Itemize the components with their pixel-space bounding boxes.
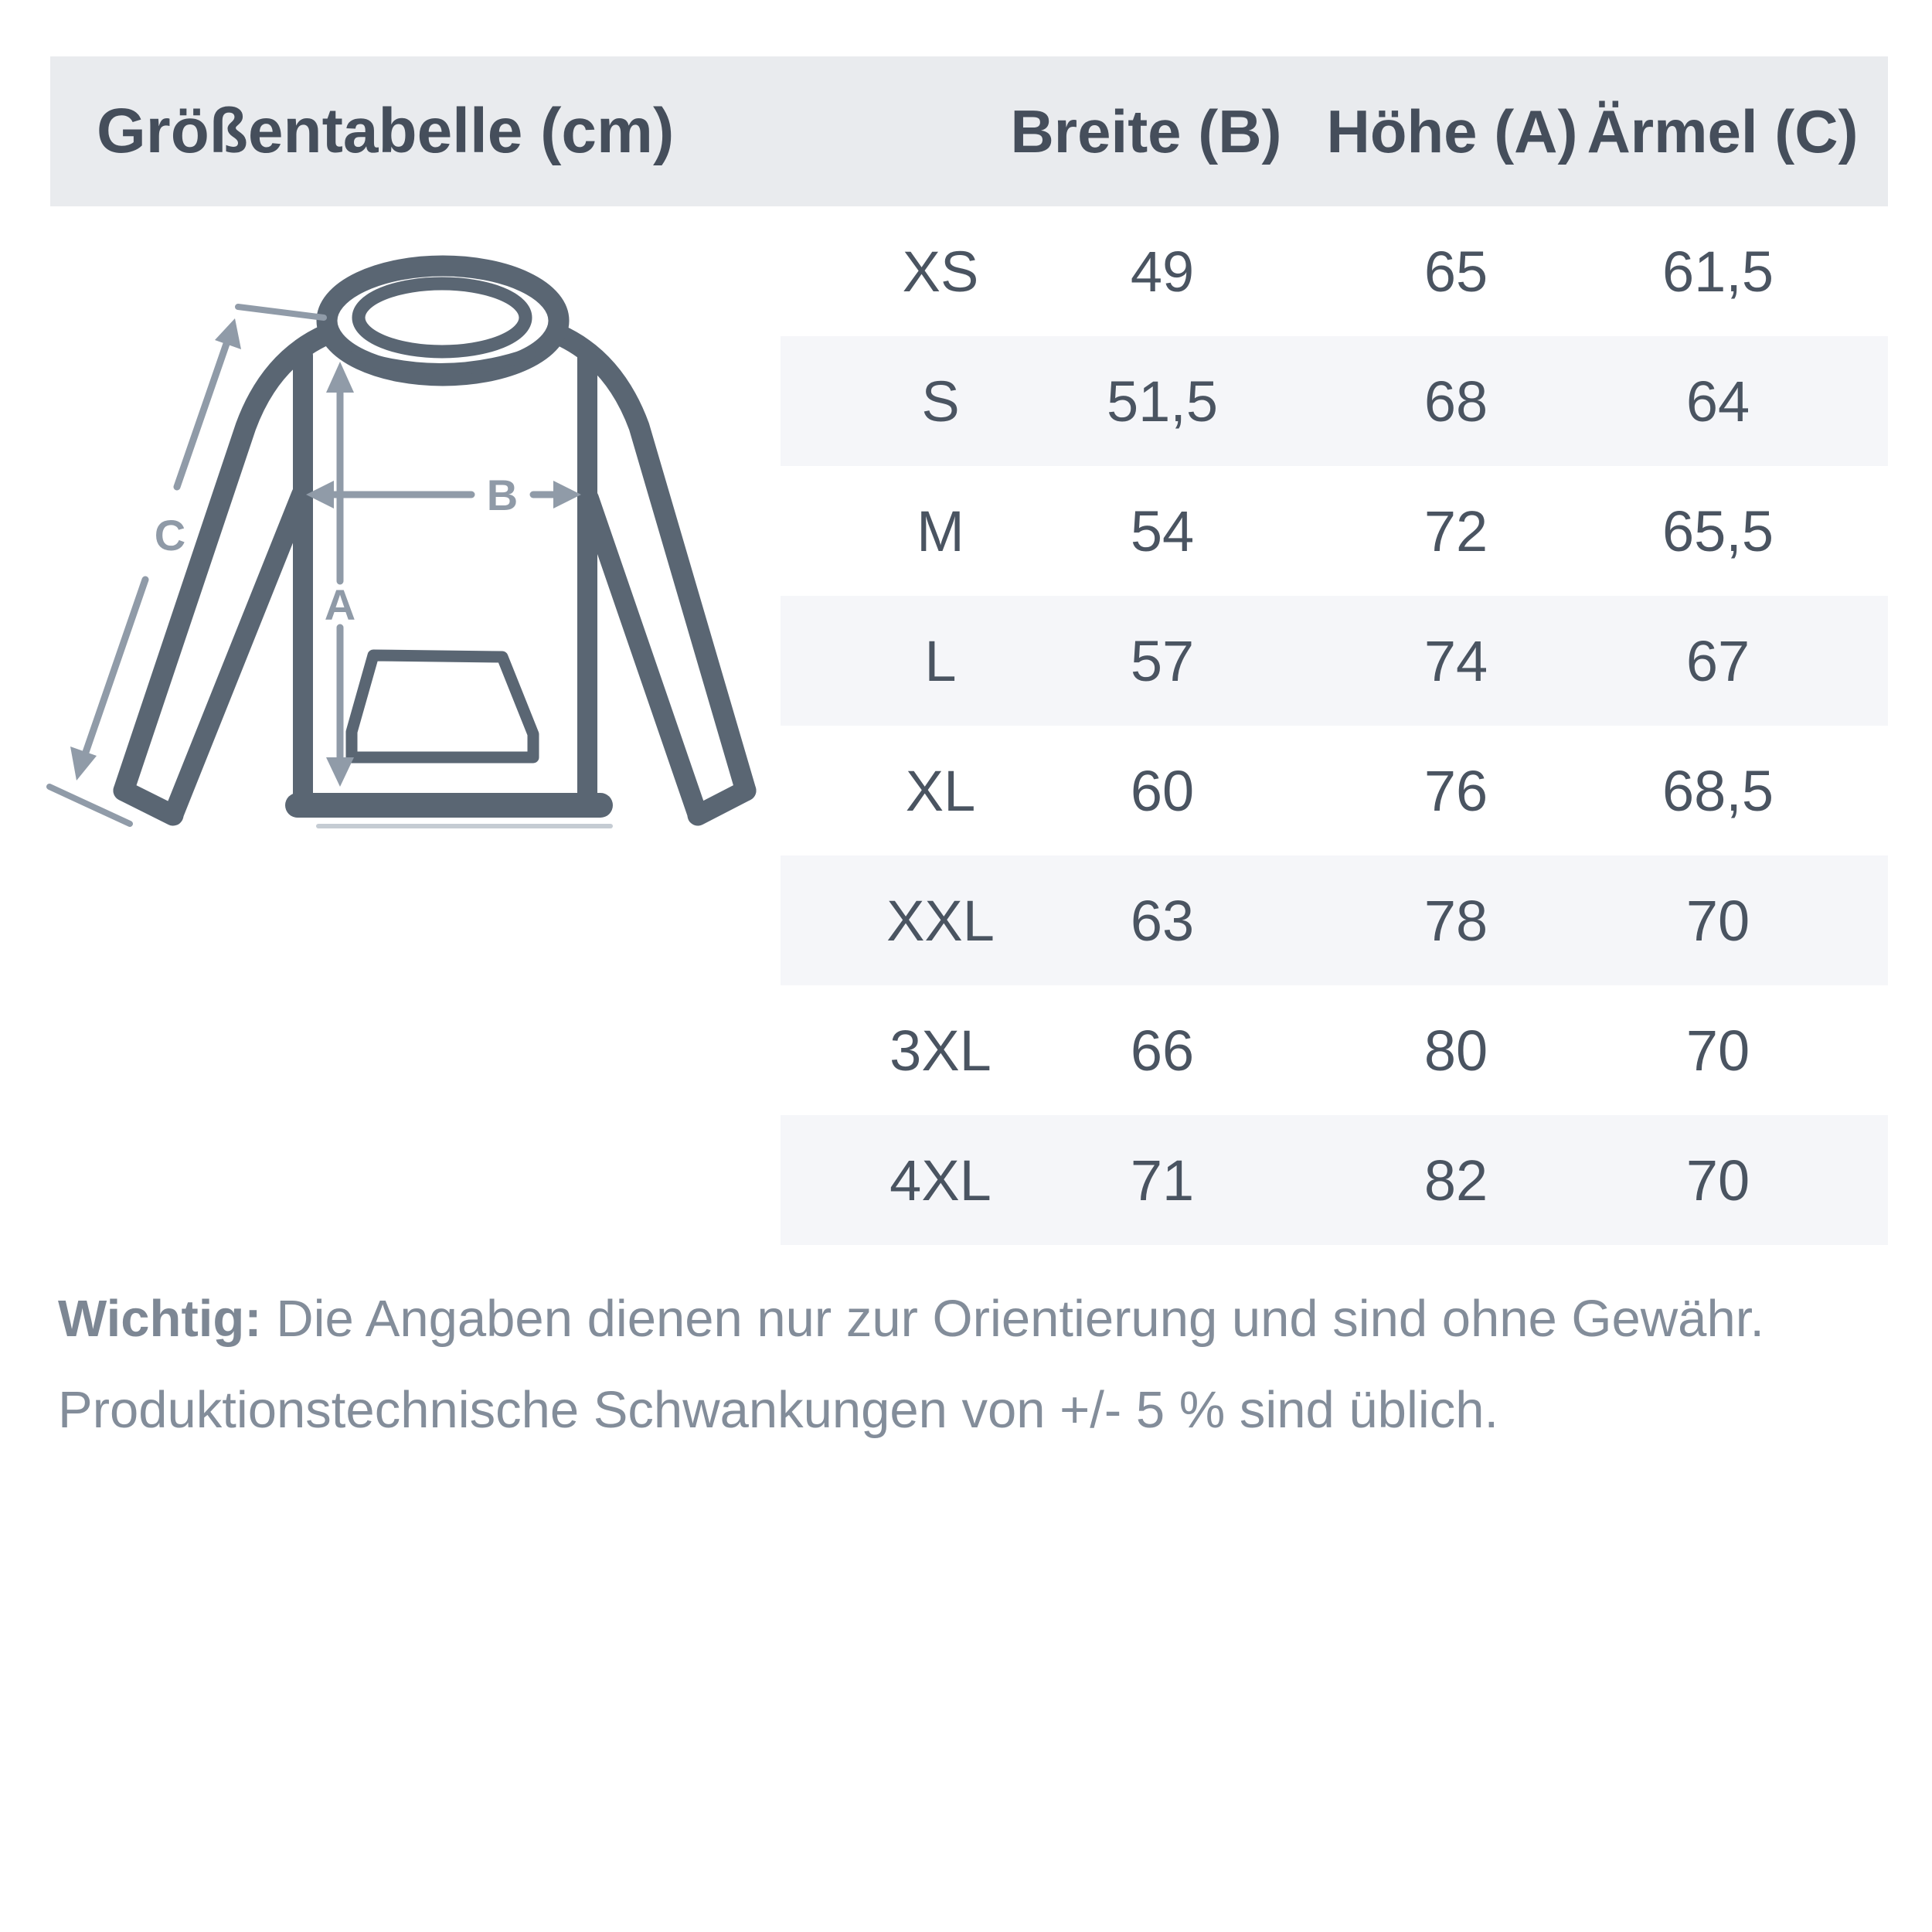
column-header-aermel: Ärmel (C) xyxy=(1587,97,1859,165)
cell-breite: 49 xyxy=(1130,239,1195,304)
cell-aermel: 64 xyxy=(1685,369,1750,434)
cell-hoehe: 72 xyxy=(1423,498,1488,563)
cell-hoehe: 65 xyxy=(1423,239,1488,304)
cell-size: 4XL xyxy=(889,1148,992,1213)
label-b: B xyxy=(486,471,519,519)
disclaimer-line-1 xyxy=(58,1274,1882,1365)
table-row xyxy=(781,466,1888,596)
chart-title: Größentabelle (cm) xyxy=(97,96,675,166)
cell-hoehe: 78 xyxy=(1423,888,1488,953)
cell-size: M xyxy=(917,498,964,563)
label-a: A xyxy=(324,580,356,629)
hood-inner-opening xyxy=(359,284,526,352)
cell-aermel: 68,5 xyxy=(1662,758,1774,823)
disclaimer-line-2: Produktionstechnische Schwankungen von +/- 5 % sind üblich. xyxy=(58,1381,1499,1439)
cell-size: L xyxy=(924,628,957,693)
hoodie-measurement-diagram xyxy=(46,224,788,866)
cell-aermel: 67 xyxy=(1685,628,1750,693)
disclaimer-note xyxy=(58,1274,1882,1456)
cell-hoehe: 74 xyxy=(1423,628,1488,693)
dimension-tick-top xyxy=(238,307,324,318)
size-chart-header xyxy=(50,56,1888,206)
cell-aermel: 70 xyxy=(1685,1148,1750,1213)
cell-aermel: 61,5 xyxy=(1662,239,1774,304)
hoodie-diagram-svg xyxy=(46,224,788,866)
cell-hoehe: 68 xyxy=(1423,369,1488,434)
cell-size: XL xyxy=(905,758,976,823)
table-row xyxy=(781,855,1888,985)
table-row xyxy=(781,1115,1888,1245)
cell-hoehe: 76 xyxy=(1423,758,1488,823)
table-row xyxy=(781,206,1888,336)
arrow-c-head-top xyxy=(215,318,241,349)
cell-breite: 71 xyxy=(1130,1148,1195,1213)
table-row xyxy=(781,336,1888,466)
cell-size: S xyxy=(921,369,960,434)
column-header-breite: Breite (B) xyxy=(1010,97,1282,165)
disclaimer-prefix: Wichtig: xyxy=(58,1290,262,1348)
cell-breite: 57 xyxy=(1130,628,1195,693)
cell-size: XXL xyxy=(886,888,995,953)
cell-breite: 51,5 xyxy=(1106,369,1219,434)
sleeve-left-inner xyxy=(173,495,301,815)
kangaroo-pocket xyxy=(352,655,533,757)
cell-hoehe: 82 xyxy=(1423,1148,1488,1213)
arrow-b-head-right xyxy=(553,481,581,509)
cell-breite: 63 xyxy=(1130,888,1195,953)
cell-aermel: 65,5 xyxy=(1662,498,1774,563)
cell-aermel: 70 xyxy=(1685,1018,1750,1083)
disclaimer-text-1: Die Angaben dienen nur zur Orientierung und sind ohne Gewähr. xyxy=(261,1290,1764,1348)
arrow-a-head-bottom xyxy=(326,757,354,787)
cell-breite: 60 xyxy=(1130,758,1195,823)
table-row xyxy=(781,596,1888,726)
cell-breite: 66 xyxy=(1130,1018,1195,1083)
arrow-c-head-bottom xyxy=(70,747,97,781)
cell-hoehe: 80 xyxy=(1423,1018,1488,1083)
arrow-c-line-top xyxy=(177,342,227,487)
cell-aermel: 70 xyxy=(1685,888,1750,953)
column-header-hoehe: Höhe (A) xyxy=(1326,97,1578,165)
table-row xyxy=(781,985,1888,1115)
hoodie-outline xyxy=(124,266,746,826)
cell-breite: 54 xyxy=(1130,498,1195,563)
cell-size: XS xyxy=(902,239,979,304)
cell-size: 3XL xyxy=(889,1018,992,1083)
table-row xyxy=(781,726,1888,855)
arrow-a-head-top xyxy=(326,362,354,393)
label-c: C xyxy=(154,511,186,560)
